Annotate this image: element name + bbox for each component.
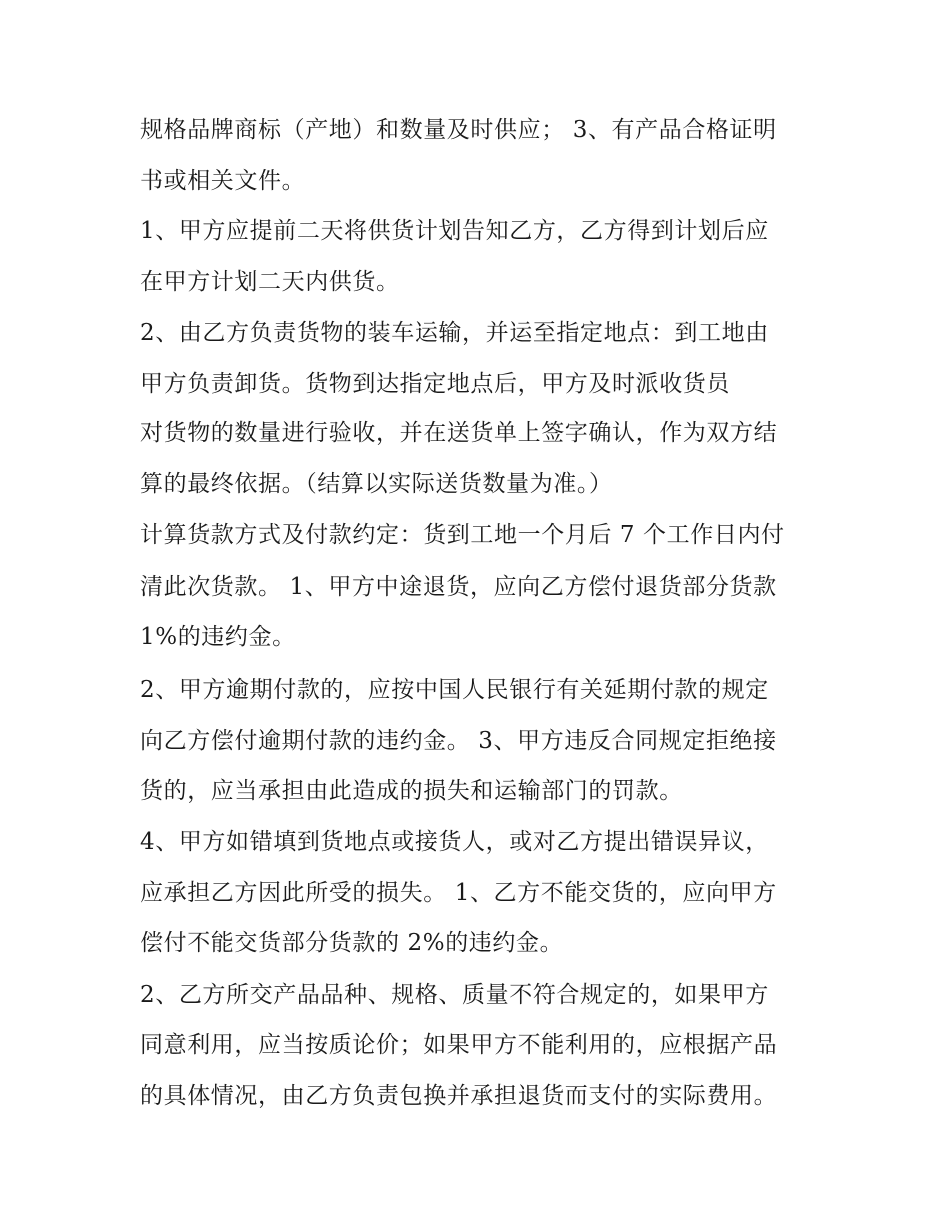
text-line: 应承担乙方因此所受的损失。 1、乙方不能交货的，应向甲方 [140,880,777,906]
text-line: 向乙方偿付逾期付款的违约金。 3、甲方违反合同规定拒绝接 [140,728,777,754]
text-line: 甲方负责卸货。货物到达指定地点后，甲方及时派收货员 [140,371,730,397]
text-line: 对货物的数量进行验收，并在送货单上签字确认，作为双方结 [140,420,778,446]
text-line: 书或相关文件。 [140,168,306,194]
text-line: 清此次货款。 1、甲方中途退货，应向乙方偿付退货部分货款 [140,574,777,600]
text-line: 货的，应当承担由此造成的损失和运输部门的罚款。 [140,778,683,804]
text-line: 在甲方计划二天内供货。 [140,269,400,295]
text-line: 1%的违约金。 [140,624,296,650]
text-line: 同意利用，应当按质论价；如果甲方不能利用的，应根据产品 [140,1032,778,1058]
text-line: 规格品牌商标（产地）和数量及时供应； 3、有产品合格证明 [140,117,777,143]
text-line: 的具体情况，由乙方负责包换并承担退货而支付的实际费用。 [140,1083,778,1109]
text-line: 2、乙方所交产品品种、规格、质量不符合规定的，如果甲方 [140,982,769,1008]
text-line: 算的最终依据。（结算以实际送货数量为准。） [140,471,613,497]
text-line: 1、甲方应提前二天将供货计划告知乙方，乙方得到计划后应 [140,218,769,244]
text-line: 2、由乙方负责货物的装车运输，并运至指定地点：到工地由 [140,320,769,346]
text-line: 偿付不能交货部分货款的 2%的违约金。 [140,930,564,956]
text-line: 计算货款方式及付款约定：货到工地一个月后 7 个工作日内付 [140,522,785,548]
text-line: 2、甲方逾期付款的，应按中国人民银行有关延期付款的规定 [140,677,769,703]
text-line: 4、甲方如错填到货地点或接货人，或对乙方提出错误异议， [140,829,769,855]
